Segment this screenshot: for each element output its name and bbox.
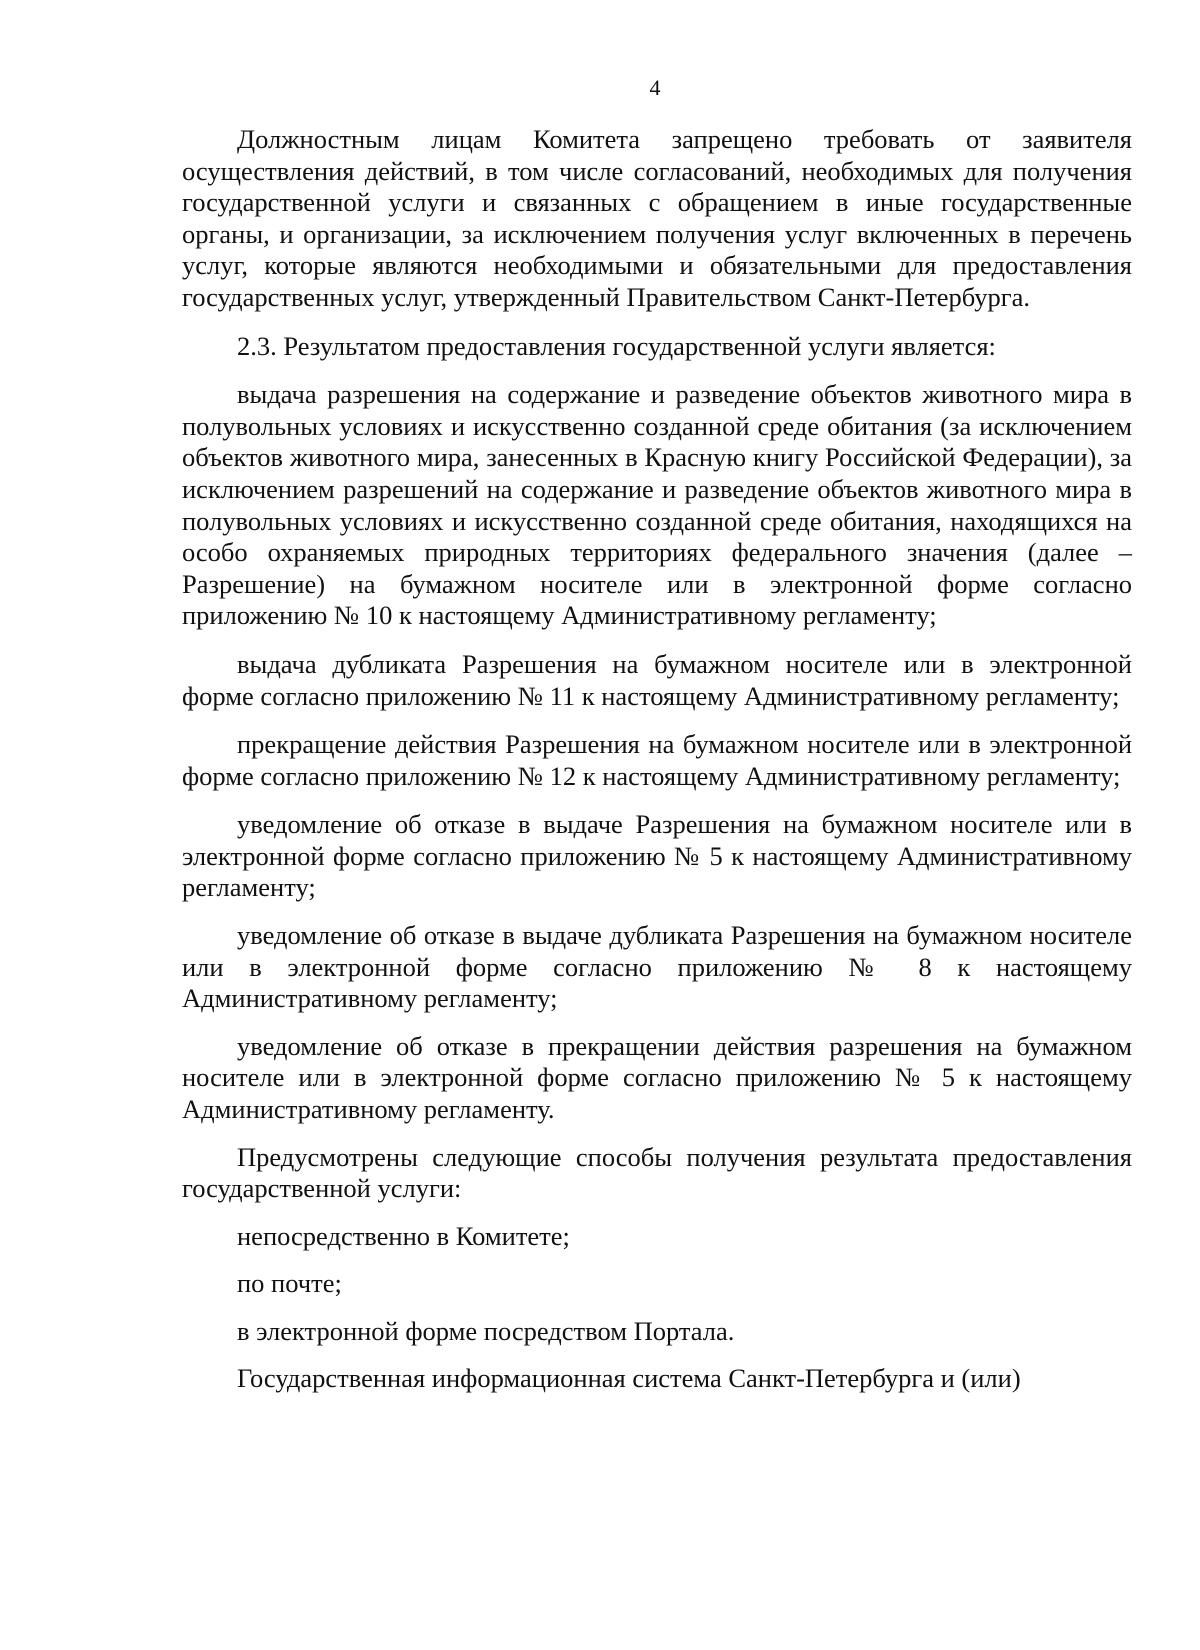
paragraph-permit-issuance: выдача разрешения на содержание и разведение объектов животного мира в полувольных условиях и искусственно созданной среде обитания (за исключением объектов животного мира, занесенных в Красную книгу Российской Федерации), за исключением разрешений на содержание и разведение объектов животного мира в полувольных условиях и искусственно созданной среде обитания, находящихся на особо охраняемых природных территориях федерального значения (далее – Разрешение) на бумажном носителе или в электронной форме согласно приложению № 10 к настоящему Административному регламенту; [182,379,1132,631]
paragraph-information-system: Государственная информационная система Санкт-Петербурга и (или) [237,1362,1021,1393]
paragraph-result-methods: Предусмотрены следующие способы получения результата предоставления государственной услуги: [182,1141,1132,1204]
paragraph-duplicate-issuance: выдача дубликата Разрешения на бумажном носителе или в электронной форме согласно приложению № 11 к настоящему Административному регламенту; [182,648,1132,711]
paragraph-officials-prohibition: Должностным лицам Комитета запрещено требовать от заявителя осуществления действий, в том числе согласований, необходимых для получения государственной услуги и связанных с обращением в иные государственные органы, и организации, за исключением получения услуг включенных в перечень услуг, которые являются необходимыми и обязательными для предоставления государственных услуг, утвержденный Правительством Санкт-Петербурга. [182,124,1132,312]
paragraph-section-2-3: 2.3. Результатом предоставления государственной услуги является: [237,330,996,361]
paragraph-method-by-mail: по почте; [237,1268,342,1299]
paragraph-method-in-committee: непосредственно в Комитете; [237,1220,570,1251]
paragraph-permit-termination: прекращение действия Разрешения на бумажном носителе или в электронной форме согласно приложению № 12 к настоящему Административному регламенту; [182,729,1132,791]
paragraph-method-portal: в электронной форме посредством Портала. [237,1316,735,1346]
paragraph-refusal-termination: уведомление об отказе в прекращении действия разрешения на бумажном носителе или в электронной форме согласно приложению № 5 к настоящему Административному регламенту. [182,1030,1132,1125]
paragraph-refusal-permit: уведомление об отказе в выдаче Разрешения на бумажном носителе или в электронной форме согласно приложению № 5 к настоящему Административному регламенту; [182,809,1132,903]
document-body [182,124,1132,1394]
page-number: 4 [649,75,661,100]
paragraph-refusal-duplicate: уведомление об отказе в выдаче дубликата Разрешения на бумажном носителе или в электронной форме согласно приложению № 8 к настоящему Административному регламенту; [182,920,1132,1014]
